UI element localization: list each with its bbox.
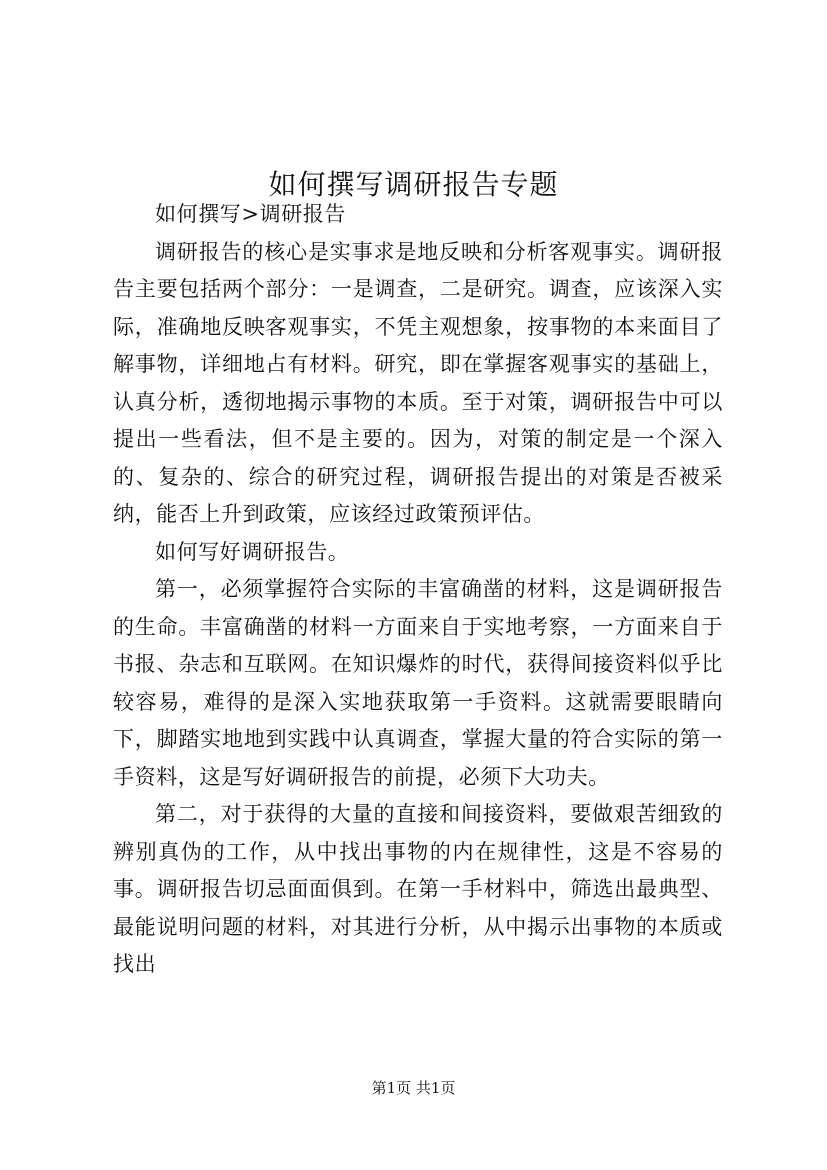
paragraph-subtitle: 如何撰写>调研报告	[155, 202, 346, 226]
document-title: 如何撰写调研报告专题	[268, 167, 559, 201]
paragraph-core: 调研报告的核心是实事求是地反映和分析客观事实。调研报告主要包括两个部分：一是调查，二是研究。调查，应该深入实际，准确地反映客观事实，不凭主观想象，按事物的本来面目了解事物，详细地占有材料。研究，即在掌握客观事实的基础上，认真分析，透彻地揭示事物的本质。至于对策，调研报告中可以提出一些看法，但不是主要的。因为，对策的制定是一个深入的、复杂的、综合的研究过程，调研报告提出的对策是否被采纳，能否上升到政策，应该经过政策预评估。	[113, 239, 723, 526]
paragraph-how-to: 如何写好调研报告。	[155, 539, 350, 564]
document-body	[113, 196, 723, 984]
page-footer: 第1页 共1页	[371, 1079, 456, 1097]
paragraph-first: 第一，必须掌握符合实际的丰富确凿的材料，这是调研报告的生命。丰富确凿的材料一方面来自于实地考察，一方面来自于书报、杂志和互联网。在知识爆炸的时代，获得间接资料似乎比较容易，难得的是深入实地获取第一手资料。这就需要眼睛向下，脚踏实地地到实践中认真调查，掌握大量的符合实际的第一手资料，这是写好调研报告的前提，必须下大功夫。	[113, 577, 723, 789]
paragraph-second: 第二，对于获得的大量的直接和间接资料，要做艰苦细致的辨别真伪的工作，从中找出事物的内在规律性，这是不容易的事。调研报告切忌面面俱到。在第一手材料中，筛选出最典型、最能说明问题的材料，对其进行分析，从中揭示出事物的本质或找出	[113, 802, 723, 976]
